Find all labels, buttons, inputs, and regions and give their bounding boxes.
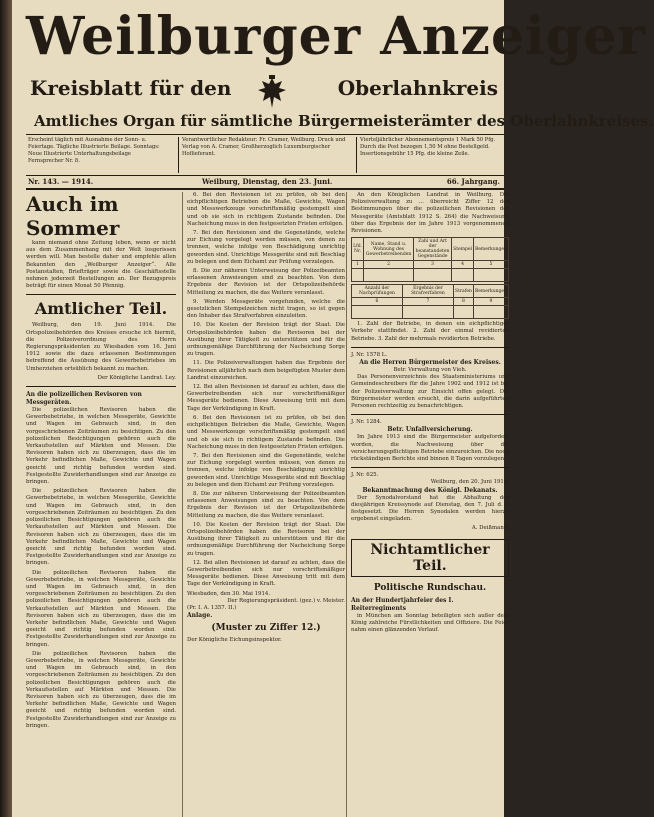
table-header: Name, Stand u. Wohnung des Gewerbetreibenden: [364, 238, 414, 261]
table-cell: 2: [364, 261, 414, 269]
info-right: Vierteljährlicher Abonnementspreis 1 Mark 50 Pfg. Durch die Post bezogen 1,50 M ohne Bestellgeld. Insertionsgebühr 15 Pfg. die kleine Zeile.: [356, 137, 506, 173]
table-header: Strafen: [454, 285, 474, 298]
divider: [26, 294, 176, 295]
notice3-ref: J. Nr. 625.: [351, 472, 379, 479]
amtlich-heading: Amtlicher Teil.: [34, 299, 168, 319]
notice3-heading: Bekanntmachung des Königl. Dekanats.: [362, 486, 498, 494]
reference-number: (Pr. I. A. 1357. II.): [187, 604, 237, 611]
divider: [351, 414, 509, 415]
table-cell: 1: [352, 261, 364, 269]
table-header: Zahl und Art der beanstandeten Gegenstände: [413, 238, 451, 261]
table-header: Lfd. Nr.: [352, 238, 364, 261]
notice3-text: Der Synodalvorstand hat die Abhaltung der diesjährigen Kreissynode auf Dienstag, den 7. Juli d. J. festgesetzt. Die Herren Synodalen werden hierzu ergebenst eingeladen.: [351, 494, 509, 523]
table-header: Ergebnis der Strafverfahren: [402, 285, 453, 298]
signoff-place: Wiesbaden, den 30. Mai 1914.: [187, 590, 271, 597]
promo-text: kann niemand ohne Zeitung leben, wenn er nicht aus dem Zusammenhang mit der Welt losgerissen werden will. Man bestelle daher und empfehle allen Bekannten den „Weilburger Anzeiger“. Alle Postanstalten, Briefträger sowie die Geschäftsstelle nehmen jederzeit Bestellungen an. Der Bezugspreis beträgt für einen Monat 50 Pfennig.: [26, 240, 176, 290]
promo-heading: Auch im Sommer: [26, 192, 120, 240]
info-box: [26, 134, 504, 176]
table-cell: 4: [452, 261, 474, 269]
politisch-subheading: An der Hundertjahrfeier des I. Reiterregiments: [351, 596, 454, 612]
amtlich-text: Weilburg, den 19. Juni 1914. Die Ortspolizeibehörden des Kreises ersuche ich hiermit, die Polizeiverordnung des Herrn Regierungspräsidenten zu Wiesbaden vom 16. Juni 1912 sowie die dazu erlassenen Bestimmungen betreffend die Ausübung des Gewerbebetriebes im Umherziehen ortsüblich bekannt zu machen.: [26, 322, 176, 372]
table-cell: 7: [402, 298, 453, 306]
volume-year: 66. Jahrgang.: [446, 177, 500, 186]
anlage-label: Anlage.: [187, 612, 213, 620]
form-table-1: [351, 237, 509, 282]
notice1-ref: J. Nr. 1578 L.: [351, 351, 388, 358]
polizei-heading: An die polizeilichen Revisoren von Messgeräten.: [26, 391, 142, 407]
eichung-office: Der Königliche Eichungsinspektor.: [187, 637, 282, 644]
table-cell: 9: [473, 298, 508, 306]
place-date: Weilburg, Dienstag, den 23. Juni.: [202, 177, 333, 186]
muster-label: (Muster zu Ziffer 12.): [211, 623, 321, 634]
eagle-crest-icon: [252, 74, 292, 114]
table-header: Anzahl der Nachprüfungen: [352, 285, 403, 298]
newspaper-page: [12, 0, 654, 817]
politisch-text: in München am Sonntag beteiligten sich außer dem König zahlreiche Fürstlichkeiten und Offiziere. Die Feier nahm einen glänzenden Verlauf.: [351, 612, 509, 634]
masthead-title: Weilburger Anzeiger: [26, 6, 646, 67]
notice2-heading: Betr. Unfallversicherung.: [387, 426, 473, 434]
table-cell: 5: [473, 261, 508, 269]
form-footer: 1. Zahl der Betriebe, in denen ein eichpflichtiger Verkehr stattfindet. 2. Zahl der einmal revidierten Betriebe. 3. Zahl der mehrmals revidierten Betriebe.: [351, 321, 509, 342]
politisch-heading: Politische Rundschau.: [373, 582, 487, 593]
subtitle-right: Oberlahnkreis: [337, 76, 498, 100]
amtlich-signature: Der Königliche Landrat. Ley.: [97, 374, 176, 381]
column-2-text: 6. Bei den Revisionen ist zu prüfen, ob bei den eichpflichtigen Betrieben die Maße, Gewichte, Wagen und Messwerkzeuge vorschriftsmäßig gestempelt sind und ob sie sich in richtigem Zustande befinden. Die Nacheichung muss in den festgesetzten Fristen erfolgen. 7. Bei den Revisionen sind die Gegenstände, welche zur Eichung vorgelegt werden müssen, von denen zu trennen, welche infolge von Beschädigung unrichtig geworden sind. Unrichtige Messgeräte sind mit Beschlag zu belegen und dem Eichamt zur Prüfung vorzulegen. 8. Die zur näheren Unterweisung der Polizeibeamten erlassenen Anweisungen sind zu beachten. Von dem Ergebnis der Revision ist der Ortspolizeibehörde Mitteilung zu machen, die das Weitere veranlasst. 9. Werden Messgeräte vorgefunden, welche die gesetzlichen Stempelzeichen nicht tragen, so ist gegen den Inhaber das Strafverfahren einzuleiten. 10. Die Kosten der Revision trägt der Staat. Die Ortspolizeibehörden haben die Revisoren bei der Ausübung ihrer Tätigkeit zu unterstützen und für die ordnungsmäßige Durchführung der Nacheichung Sorge zu tragen. 11. Die Polizeiverwaltungen haben das Ergebnis der Revisionen alljährlich nach dem beigefügten Muster dem Landrat einzureichen. 12. Bei allen Revisionen ist darauf zu achten, dass die Gewerbetreibenden sich nur vorschriftsmäßiger Messgeräte bedienen. Diese Anweisung tritt mit dem Tage der Verkündigung in Kraft. 6. Bei den Revisionen ist zu prüfen, ob bei den eichpflichtigen Betrieben die Maße, Gewichte, Wagen und Messwerkzeuge vorschriftsmäßig gestempelt sind und ob sie sich in richtigem Zustande befinden. Die Nacheichung muss in den festgesetzten Fristen erfolgen. 7. Bei den Revisionen sind die Gegenstände, welche zur Eichung vorgelegt werden müssen, von denen zu trennen, welche infolge von Beschädigung unrichtig geworden sind. Unrichtige Messgeräte sind mit Beschlag zu belegen und dem Eichamt zur Prüfung vorzulegen. 8. Die zur näheren Unterweisung der Polizeibeamten erlassenen Anweisungen sind zu beachten. Von dem Ergebnis der Revision ist der Ortspolizeibehörde Mitteilung zu machen, die das Weitere veranlasst. 10. Die Kosten der Revision trägt der Staat. Die Ortspolizeibehörden haben die Revisoren bei der Ausübung ihrer Tätigkeit zu unterstützen und für die ordnungsmäßige Durchführung der Nacheichung Sorge zu tragen. 12. Bei allen Revisionen ist darauf zu achten, dass die Gewerbetreibenden sich nur vorschriftsmäßiger Messgeräte bedienen. Diese Anweisung tritt mit dem Tage der Verkündigung in Kraft.: [187, 192, 345, 588]
notice1-text: Das Personenverzeichnis des Staatsministeriums und Gemeindeschreibers für die Jahre 1902 und 1912 ist bei der Polizeiverwaltung zur Einsicht offen gelegt. Die Bürgermeister werden ersucht, die darin aufgeführten Personen rechtzeitig zu benachrichtigen.: [351, 374, 509, 410]
divider: [26, 386, 176, 387]
page-binding-edge: [0, 0, 12, 817]
notice3-signature: A. Deißmann.: [471, 525, 509, 532]
notice2-ref: J. Nr. 1284.: [351, 419, 382, 426]
info-left: Erscheint täglich mit Ausnahme der Sonn- u. Feiertage. Tägliche Illustrierte Beilage. Sonntags: Neue Illustrierte Unterhaltungsbeilage Fernsprecher Nr. 8.: [28, 137, 160, 164]
column-3: [346, 192, 509, 817]
form-intro: An den Königlichen Landrat in Weilburg. Die Polizeiverwaltung zu ... überreicht Ziffer 12 der Bestimmungen über die polizeilichen Revisionen der Messgeräte (Amtsblatt 1912 S. 264) die Nachweisung über das Ergebnis der im Jahre 1913 vorgenommenen Revisionen.: [351, 192, 509, 235]
nichtamtlich-heading: Nichtamtlicher Teil.: [351, 539, 509, 577]
notice2-text: Im Jahre 1913 sind die Bürgermeister aufgefordert worden, die Nachweisung über die versicherungspflichtigen Betriebe einzureichen. Die noch rückständigen Berichte sind binnen 8 Tagen vorzulegen.: [351, 434, 509, 463]
subtitle-left: Kreisblatt für den: [30, 76, 232, 100]
masthead-subtitle-row: [26, 74, 504, 114]
notice3-date: Weilburg, den 20. Juni 1914.: [430, 479, 509, 486]
polizei-text: Die polizeilichen Revisoren haben die Gewerbebetriebe, in welchen Messgeräte, Gewichte und Wagen im Gebrauch sind, in den vorgeschriebenen Zeiträumen zu besichtigen. Zu den polizeilichen Besichtigungen gehören auch die Verkaufsstellen auf Märkten und Messen. Die Revisoren haben sich zu überzeugen, dass die im Verkehr befindlichen Maße, Gewichte und Wagen geeicht und richtig befunden worden sind. Festgestellte Zuwiderhandlungen sind zur Anzeige zu bringen. Die polizeilichen Revisoren haben die Gewerbebetriebe, in welchen Messgeräte, Gewichte und Wagen im Gebrauch sind, in den vorgeschriebenen Zeiträumen zu besichtigen. Zu den polizeilichen Besichtigungen gehören auch die Verkaufsstellen auf Märkten und Messen. Die Revisoren haben sich zu überzeugen, dass die im Verkehr befindlichen Maße, Gewichte und Wagen geeicht und richtig befunden worden sind. Festgestellte Zuwiderhandlungen sind zur Anzeige zu bringen. Die polizeilichen Revisoren haben die Gewerbebetriebe, in welchen Messgeräte, Gewichte und Wagen im Gebrauch sind, in den vorgeschriebenen Zeiträumen zu besichtigen. Zu den polizeilichen Besichtigungen gehören auch die Verkaufsstellen auf Märkten und Messen. Die Revisoren haben sich zu überzeugen, dass die im Verkehr befindlichen Maße, Gewichte und Wagen geeicht und richtig befunden worden sind. Festgestellte Zuwiderhandlungen sind zur Anzeige zu bringen. Die polizeilichen Revisoren haben die Gewerbebetriebe, in welchen Messgeräte, Gewichte und Wagen im Gebrauch sind, in den vorgeschriebenen Zeiträumen zu besichtigen. Zu den polizeilichen Besichtigungen gehören auch die Verkaufsstellen auf Märkten und Messen. Die Revisoren haben sich zu überzeugen, dass die im Verkehr befindlichen Maße, Gewichte und Wagen geeicht und richtig befunden worden sind. Festgestellte Zuwiderhandlungen sind zur Anzeige zu bringen.: [26, 407, 176, 729]
dateline: [26, 176, 504, 190]
signoff-signature: Der Regierungspräsident. (gez.) v. Meister.: [227, 597, 345, 604]
column-2: [182, 192, 345, 817]
info-middle: Verantwortlicher Redakteur: Fr. Cramer, Weilburg. Druck und Verlag von A. Cramer, Großherzoglich Luxemburgischer Hoflieferant.: [178, 137, 352, 173]
divider: [351, 467, 509, 468]
table-cell: 6: [352, 298, 403, 306]
table-cell: 3: [413, 261, 451, 269]
column-1: [26, 192, 176, 817]
table-cell: 8: [454, 298, 474, 306]
form-table-2: [351, 284, 509, 319]
issue-number: Nr. 143. — 1914.: [28, 177, 94, 186]
notice1-heading: An die Herren Bürgermeister des Kreises.: [359, 359, 501, 367]
table-header: Bemerkungen: [473, 285, 508, 298]
table-header: Stempel: [452, 238, 474, 261]
divider: [351, 347, 509, 348]
organ-line: Amtliches Organ für sämtliche Bürgermeisterämter des Oberlahnkreises.: [34, 112, 654, 130]
notice1-subject: Betr. Verwaltung von Vieh.: [393, 367, 467, 374]
table-header: Bemerkungen: [473, 238, 508, 261]
